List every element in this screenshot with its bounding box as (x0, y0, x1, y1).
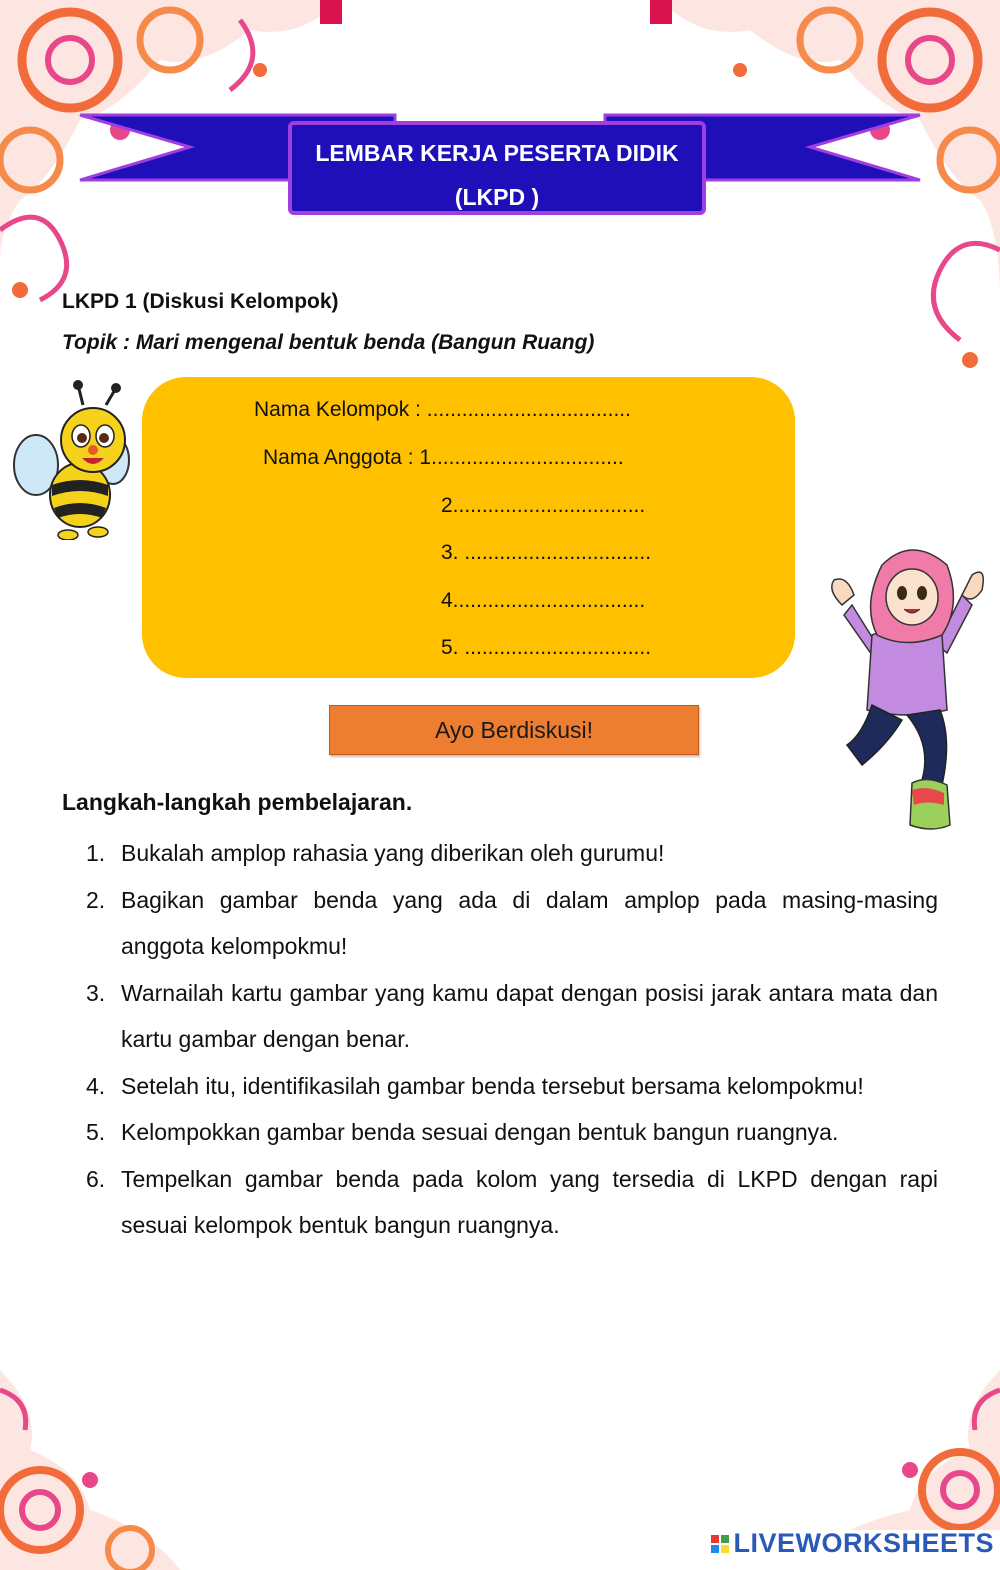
step-number: 4. (86, 1072, 106, 1099)
step-number: 3. (86, 979, 106, 1006)
step-text: Tempelkan gambar benda pada kolom yang tersedia di LKPD dengan rapi sesuai kelompok bentuk bangun ruangnya. (121, 1165, 938, 1238)
member-field-3[interactable]: 3. ................................ (441, 541, 652, 564)
ayo-berdiskusi-button[interactable]: Ayo Berdiskusi! (329, 705, 699, 755)
step-text: Warnailah kartu gambar yang kamu dapat dengan posisi jarak antara mata dan kartu gambar dengan benar. (121, 979, 938, 1052)
icon-square (721, 1545, 729, 1553)
step-item (86, 1063, 938, 1110)
step-item (86, 877, 938, 970)
lkpd-label: LKPD 1 (Diskusi Kelompok) (62, 290, 339, 313)
step-number: 1. (86, 840, 106, 866)
group-name-field[interactable]: Nama Kelompok : ................................... (254, 398, 631, 421)
step-number: 6. (86, 1165, 106, 1192)
step-text: Bagikan gambar benda yang ada di dalam amplop pada masing-masing anggota kelompokmu! (121, 886, 938, 959)
step-item (86, 1109, 938, 1156)
step-text: Bukalah amplop rahasia yang diberikan oleh gurumu! (121, 840, 665, 866)
step-number: 2. (86, 886, 106, 913)
step-text: Setelah itu, identifikasilah gambar benda tersebut bersama kelompokmu! (121, 1072, 864, 1099)
step-item (86, 1156, 938, 1249)
step-text: Kelompokkan gambar benda sesuai dengan bentuk bangun ruangnya. (121, 1119, 839, 1145)
member-field-4[interactable]: 4................................. (441, 589, 646, 612)
banner-title-line1: LEMBAR KERJA PESERTA DIDIK (315, 140, 679, 166)
member-field-1[interactable]: Nama Anggota : 1................................. (263, 446, 624, 469)
member-field-2[interactable]: 2................................. (441, 494, 646, 517)
group-form-panel (142, 377, 795, 678)
brand-name: LIVEWORKSHEETS (733, 1528, 994, 1558)
steps-list (86, 830, 938, 1249)
step-item (86, 830, 938, 877)
floral-corner-bottom-right (740, 1370, 1000, 1530)
icon-square (721, 1535, 729, 1543)
banner-title-line2: (LKPD ) (454, 184, 540, 210)
liveworksheets-logo[interactable] (711, 1528, 994, 1559)
girl-illustration (822, 535, 992, 835)
bee-illustration (8, 380, 133, 540)
icon-square (711, 1545, 719, 1553)
topic-heading: Topik : Mari mengenal bentuk benda (Bangun Ruang) (62, 331, 595, 354)
icon-square (711, 1535, 719, 1543)
liveworksheets-icon (711, 1535, 729, 1553)
member-field-5[interactable]: 5. ................................ (441, 636, 652, 659)
steps-title: Langkah-langkah pembelajaran. (62, 789, 413, 815)
step-number: 5. (86, 1119, 106, 1145)
floral-corner-bottom-left (0, 1370, 260, 1570)
step-item (86, 970, 938, 1063)
